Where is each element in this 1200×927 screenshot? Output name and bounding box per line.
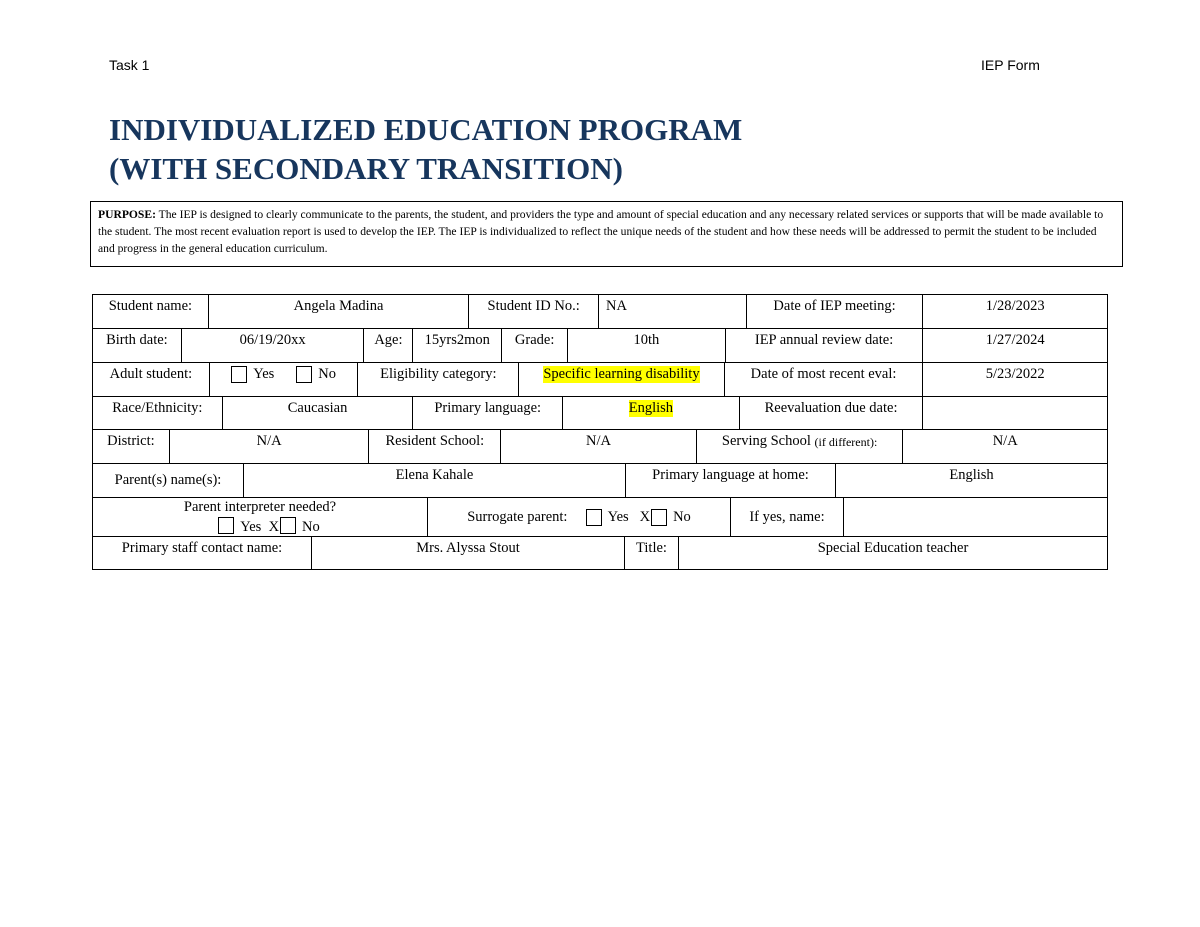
serving-school-label [697,430,904,463]
primary-language-value: English [628,400,674,416]
form-row-adult [92,362,1108,397]
interpreter-no-label: No [302,519,320,535]
surrogate-cell [428,498,731,536]
annual-review-label: IEP annual review date: [726,329,924,362]
adult-no-checkbox[interactable] [296,366,312,383]
title-line-2: (WITH SECONDARY TRANSITION) [109,151,623,186]
student-id-field[interactable]: NA [599,295,747,328]
birth-date-label: Birth date: [93,329,182,362]
interpreter-no-checkbox[interactable] [280,517,296,534]
serving-school-field[interactable]: N/A [992,433,1018,449]
interpreter-label: Parent interpreter needed? [183,499,337,515]
form-row-parent [92,463,1108,498]
surrogate-label: Surrogate parent: [467,508,568,525]
header-left: Task 1 [109,57,150,73]
eligibility-field[interactable] [519,363,725,396]
adult-student-options [210,363,359,396]
iep-meeting-label: Date of IEP meeting: [747,295,924,328]
form-row-student [92,294,1108,329]
reevaluation-label: Reevaluation due date: [740,397,924,429]
surrogate-mark: X [639,508,651,525]
serving-school-note: (if different): [814,435,878,449]
adult-yes-checkbox[interactable] [231,366,247,383]
resident-school-label: Resident School: [369,430,501,463]
surrogate-no-label: No [673,508,691,525]
staff-contact-label: Primary staff contact name: [93,537,312,569]
adult-no-label: No [318,366,337,382]
purpose-box [90,201,1123,267]
eligibility-label: Eligibility category: [358,363,519,396]
form-row-interpreter [92,497,1108,537]
annual-review-field[interactable]: 1/27/2024 [985,332,1045,348]
surrogate-yes-checkbox[interactable] [586,509,602,526]
district-field[interactable]: N/A [170,430,370,463]
iep-meeting-field[interactable]: 1/28/2023 [985,298,1045,314]
age-label: Age: [364,329,413,362]
interpreter-mark: X [268,519,280,535]
staff-title-field[interactable]: Special Education teacher [817,540,969,556]
grade-label: Grade: [502,329,568,362]
parent-names-label: Parent(s) name(s): [93,464,244,497]
recent-eval-label: Date of most recent eval: [725,363,924,396]
race-field[interactable]: Caucasian [223,397,414,429]
purpose-text: The IEP is designed to clearly communicate to the parents, the student, and providers the type and amount of special education and any necessary related services or supports that will be made available to the student. The most recent evaluation report is used to develop the IEP. The IEP is individualized to reflect the unique needs of the student and how these needs will be addressed to permit the student to be included and progress in the general education curriculum. [98,208,1104,255]
title-line-1: INDIVIDUALIZED EDUCATION PROGRAM [109,112,743,147]
if-yes-label: If yes, name: [731,498,844,536]
grade-field[interactable]: 10th [568,329,726,362]
district-label: District: [93,430,170,463]
home-language-label: Primary language at home: [626,464,836,497]
student-name-label: Student name: [93,295,209,328]
interpreter-cell [93,498,428,536]
primary-language-field[interactable] [563,397,740,429]
form-row-district [92,429,1108,464]
purpose-label: PURPOSE: [98,208,156,221]
form-row-staff [92,536,1108,570]
resident-school-field[interactable]: N/A [501,430,697,463]
staff-title-label: Title: [625,537,679,569]
parent-names-field[interactable]: Elena Kahale [244,464,626,497]
birth-date-field[interactable]: 06/19/20xx [182,329,365,362]
interpreter-yes-checkbox[interactable] [218,517,234,534]
student-id-label: Student ID No.: [469,295,599,328]
header-right: IEP Form [981,57,1040,73]
page-title [109,110,742,188]
if-yes-name-field[interactable] [844,498,1107,536]
reevaluation-field[interactable] [923,397,1107,429]
age-field[interactable]: 15yrs2mon [413,329,502,362]
form-row-birth [92,328,1108,363]
eligibility-value: Specific learning disability [543,366,700,382]
recent-eval-field[interactable]: 5/23/2022 [985,366,1045,382]
home-language-field[interactable]: English [949,467,994,483]
race-label: Race/Ethnicity: [93,397,223,429]
form-row-race [92,396,1108,430]
adult-yes-label: Yes [253,366,275,382]
interpreter-yes-label: Yes [240,519,262,535]
primary-language-label: Primary language: [413,397,563,429]
surrogate-yes-label: Yes [607,508,629,525]
surrogate-no-checkbox[interactable] [651,509,667,526]
serving-school-label-text: Serving School [721,433,811,449]
staff-contact-field[interactable]: Mrs. Alyssa Stout [312,537,625,569]
student-name-field[interactable]: Angela Madina [209,295,469,328]
adult-student-label: Adult student: [93,363,210,396]
